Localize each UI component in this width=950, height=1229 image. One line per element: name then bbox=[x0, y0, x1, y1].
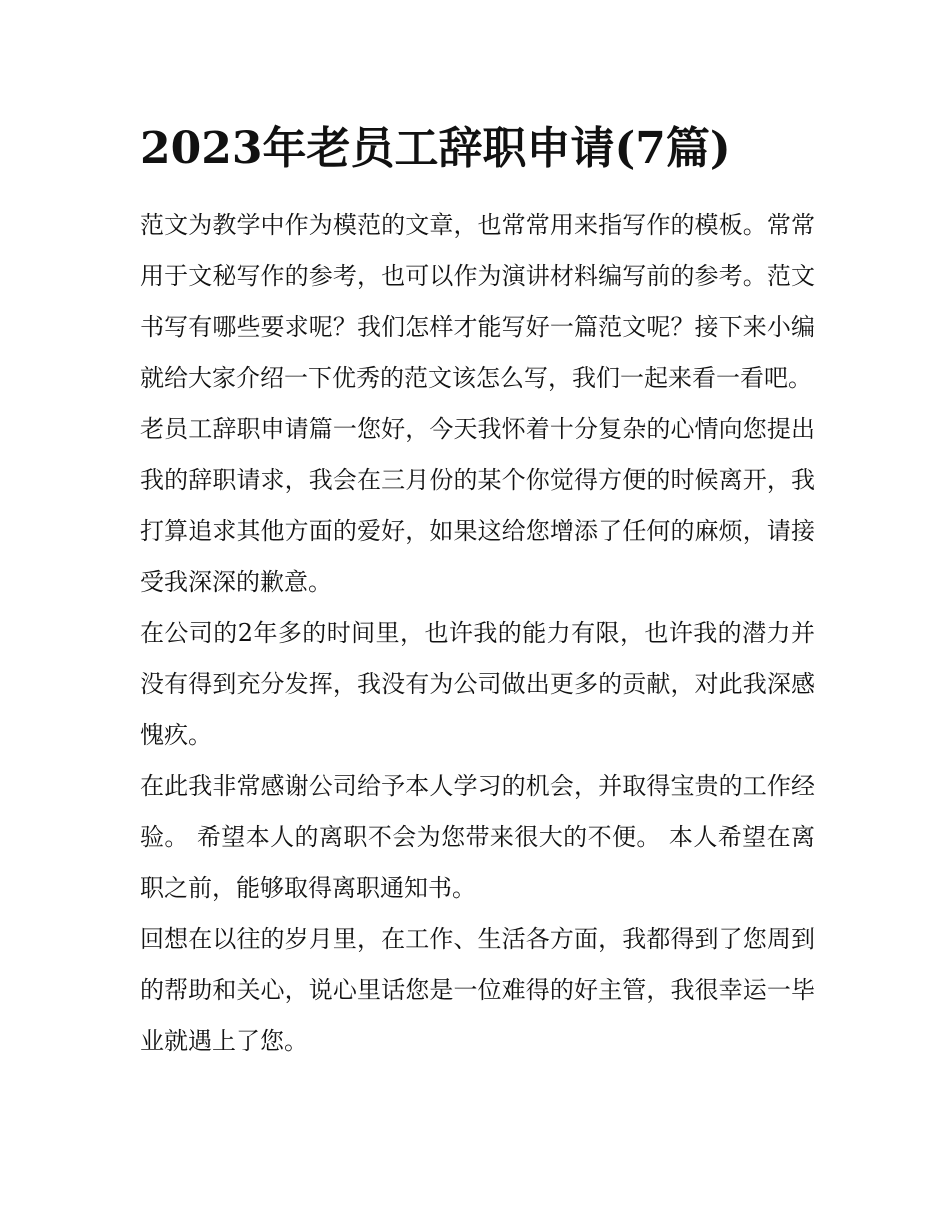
paragraph-intro: 范文为教学中作为模范的文章，也常常用来指写作的模板。常常用于文秘写作的参考，也可以作为演讲材料编写前的参考。范文书写有哪些要求呢？我们怎样才能写好一篇范文呢？接下来小编就给大家介绍一下优秀的范文该怎么写，我们一起来看一看吧。 bbox=[140, 211, 815, 392]
paragraph-company-time: 在公司的2年多的时间里，也许我的能力有限，也许我的潜力并没有得到充分发挥，我没有为公司做出更多的贡献，对此我深感愧疚。 bbox=[140, 619, 815, 749]
document-body bbox=[140, 118, 815, 1067]
document-title: 2023年老员工辞职申请(7篇) bbox=[140, 123, 731, 174]
paragraph-letter-opening: 老员工辞职申请篇一您好，今天我怀着十分复杂的心情向您提出我的辞职请求，我会在三月份的某个你觉得方便的时候离开，我打算追求其他方面的爱好，如果这给您增添了任何的麻烦，请接受我深深的歉意。 bbox=[140, 415, 815, 596]
paragraph-thanks: 在此我非常感谢公司给予本人学习的机会，并取得宝贵的工作经验。 希望本人的离职不会为您带来很大的不便。 本人希望在离职之前，能够取得离职通知书。 bbox=[140, 772, 815, 902]
paragraph-recollection: 回想在以往的岁月里，在工作、生活各方面，我都得到了您周到的帮助和关心，说心里话您是一位难得的好主管，我很幸运一毕业就遇上了您。 bbox=[140, 925, 815, 1055]
